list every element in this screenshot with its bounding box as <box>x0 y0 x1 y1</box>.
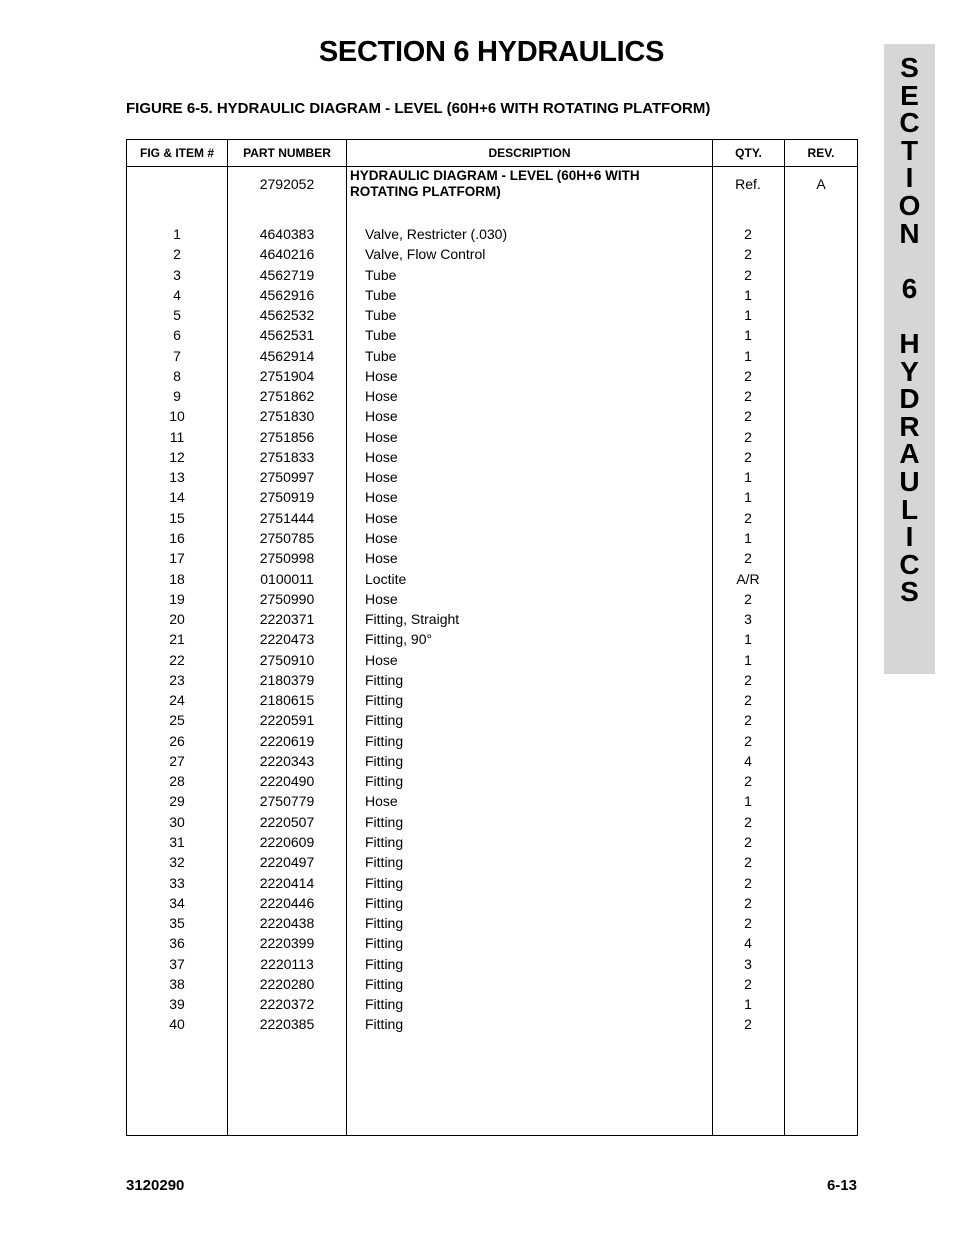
quantity: 2 <box>744 246 752 263</box>
description: Hose <box>365 367 398 384</box>
table-row <box>127 791 857 811</box>
quantity: 1 <box>744 307 752 324</box>
part-number: 2220280 <box>259 975 315 992</box>
item-number: 6 <box>173 327 181 344</box>
part-number: 2750910 <box>259 651 315 668</box>
item-number: 36 <box>169 935 185 952</box>
table-row <box>127 731 857 751</box>
quantity: 2 <box>744 550 752 567</box>
quantity: 1 <box>744 489 752 506</box>
item-number: 21 <box>169 631 185 648</box>
quantity: A/R <box>736 570 760 587</box>
item-number: 29 <box>169 793 185 810</box>
quantity: 2 <box>744 388 752 405</box>
table-row <box>127 609 857 629</box>
description: Hose <box>365 469 398 486</box>
item-number: 40 <box>169 1016 185 1033</box>
header-part-number: PART NUMBER <box>243 146 331 160</box>
description: Hose <box>365 428 398 445</box>
description: Fitting <box>365 732 404 749</box>
part-number: 2220385 <box>259 1016 315 1033</box>
assembly-description-line2: ROTATING PLATFORM) <box>350 184 501 199</box>
description: Fitting <box>365 692 404 709</box>
quantity: 1 <box>744 651 752 668</box>
item-number: 17 <box>169 550 185 567</box>
assembly-description <box>350 168 710 200</box>
quantity: 2 <box>744 854 752 871</box>
side-tab-letter: N <box>899 217 920 249</box>
quantity: 2 <box>744 732 752 749</box>
assembly-rev: A <box>816 176 826 192</box>
quantity: 2 <box>744 813 752 830</box>
description: Hose <box>365 590 398 607</box>
item-number: 12 <box>169 448 185 465</box>
description: Fitting <box>365 955 404 972</box>
quantity: 2 <box>744 428 752 445</box>
side-tab-letter: S <box>900 576 919 608</box>
item-number: 1 <box>173 226 181 242</box>
description: Fitting <box>365 1016 404 1033</box>
quantity: 3 <box>744 955 752 972</box>
item-number: 25 <box>169 712 185 729</box>
table-row <box>127 954 857 974</box>
part-number: 2220399 <box>259 935 315 952</box>
description: Fitting <box>365 752 404 769</box>
part-number: 2750990 <box>259 590 315 607</box>
description: Tube <box>365 266 397 283</box>
table-row <box>127 690 857 710</box>
part-number: 2750997 <box>259 469 315 486</box>
quantity: 2 <box>744 226 752 242</box>
quantity: 2 <box>744 448 752 465</box>
part-number: 2220446 <box>259 894 315 911</box>
item-number: 15 <box>169 509 185 526</box>
item-number: 23 <box>169 671 185 688</box>
description: Hose <box>365 448 398 465</box>
table-row <box>127 467 857 487</box>
part-number: 2220414 <box>259 874 315 891</box>
assembly-description-line1: HYDRAULIC DIAGRAM - LEVEL (60H+6 WITH <box>350 168 640 183</box>
part-number: 2220490 <box>259 773 315 790</box>
table-row <box>127 771 857 791</box>
quantity: 2 <box>744 692 752 709</box>
side-tab-letters <box>884 54 935 606</box>
part-number: 2751862 <box>259 388 315 405</box>
item-number: 7 <box>173 347 181 364</box>
item-number: 11 <box>169 428 185 445</box>
part-number: 4562532 <box>259 307 315 324</box>
item-number: 19 <box>169 590 185 607</box>
table-row <box>127 933 857 953</box>
table-row <box>127 386 857 406</box>
table-row <box>127 508 857 528</box>
item-number: 34 <box>169 894 185 911</box>
header-rev: REV. <box>807 146 835 160</box>
page-number: 6-13 <box>826 1177 857 1194</box>
side-tab-letter: E <box>900 79 919 111</box>
parts-table <box>126 139 858 1136</box>
item-number: 5 <box>173 307 181 324</box>
description: Hose <box>365 509 398 526</box>
table-row <box>127 913 857 933</box>
item-number: 31 <box>169 833 185 850</box>
table-row <box>127 447 857 467</box>
description: Loctite <box>365 570 407 587</box>
part-number: 2750998 <box>259 550 315 567</box>
description: Tube <box>365 347 397 364</box>
description: Fitting <box>365 773 404 790</box>
description: Tube <box>365 286 397 303</box>
side-tab-letter: A <box>899 438 920 470</box>
part-number: 2750779 <box>259 793 315 810</box>
quantity: 1 <box>744 327 752 344</box>
quantity: 2 <box>744 408 752 425</box>
quantity: 2 <box>744 590 752 607</box>
description: Hose <box>365 529 398 546</box>
item-number: 27 <box>169 752 185 769</box>
quantity: 2 <box>744 1016 752 1033</box>
table-row <box>127 589 857 609</box>
part-number: 2220438 <box>259 915 315 932</box>
table-row <box>127 569 857 589</box>
quantity: 2 <box>744 833 752 850</box>
table-row <box>127 852 857 872</box>
assembly-qty: Ref. <box>735 176 761 192</box>
side-tab-letter: I <box>905 521 914 553</box>
quantity: 2 <box>744 894 752 911</box>
figure-title: FIGURE 6-5. HYDRAULIC DIAGRAM - LEVEL (60H+6 WITH ROTATING PLATFORM) <box>126 100 711 117</box>
description: Valve, Restricter (.030) <box>365 226 508 242</box>
description: Tube <box>365 327 397 344</box>
description: Fitting, 90° <box>365 631 433 648</box>
part-number: 2751833 <box>259 448 315 465</box>
part-number: 2220113 <box>260 955 314 972</box>
item-number: 32 <box>169 854 185 871</box>
quantity: 2 <box>744 975 752 992</box>
table-row <box>127 224 857 244</box>
quantity: 3 <box>744 611 752 628</box>
part-number: 4562531 <box>259 327 315 344</box>
section-side-tab <box>884 44 935 674</box>
part-number: 4640383 <box>259 226 315 242</box>
table-row <box>127 812 857 832</box>
item-number: 24 <box>169 692 185 709</box>
quantity: 1 <box>744 996 752 1013</box>
part-number: 2220497 <box>259 854 315 871</box>
table-row <box>127 1014 857 1034</box>
side-tab-letter <box>884 302 935 330</box>
part-number: 2751856 <box>259 428 315 445</box>
part-number: 2180379 <box>259 671 315 688</box>
table-row <box>127 548 857 568</box>
table-row <box>127 893 857 913</box>
description: Fitting <box>365 671 404 688</box>
description: Hose <box>365 651 398 668</box>
table-row <box>127 305 857 325</box>
quantity: 1 <box>744 286 752 303</box>
description: Hose <box>365 388 398 405</box>
part-number: 0100011 <box>260 570 314 587</box>
table-row <box>127 325 857 345</box>
part-number: 4640216 <box>259 246 315 263</box>
table-row <box>127 832 857 852</box>
quantity: 2 <box>744 671 752 688</box>
assembly-row <box>127 168 857 204</box>
item-number: 22 <box>169 651 185 668</box>
side-tab-letter: C <box>899 548 920 580</box>
table-row <box>127 265 857 285</box>
item-number: 33 <box>169 874 185 891</box>
part-number: 2220507 <box>259 813 315 830</box>
table-row <box>127 994 857 1014</box>
part-number: 2751830 <box>259 408 315 425</box>
side-tab-letter: Y <box>900 355 919 387</box>
quantity: 2 <box>744 712 752 729</box>
item-number: 8 <box>173 367 181 384</box>
description: Hose <box>365 793 398 810</box>
quantity: 4 <box>744 752 752 769</box>
quantity: 2 <box>744 874 752 891</box>
description: Fitting <box>365 894 404 911</box>
item-number: 38 <box>169 975 185 992</box>
description: Fitting, Straight <box>365 611 460 628</box>
document-number: 3120290 <box>126 1177 185 1194</box>
side-tab-letter: O <box>898 189 921 221</box>
table-row <box>127 710 857 730</box>
table-row <box>127 244 857 264</box>
table-row <box>127 406 857 426</box>
table-row <box>127 487 857 507</box>
parts-list <box>127 224 857 1035</box>
description: Tube <box>365 307 397 324</box>
side-tab-letter: 6 <box>901 272 918 304</box>
item-number: 14 <box>169 489 185 506</box>
quantity: 2 <box>744 367 752 384</box>
item-number: 10 <box>169 408 185 425</box>
part-number: 2220619 <box>259 732 315 749</box>
description: Valve, Flow Control <box>365 246 486 263</box>
table-row <box>127 366 857 386</box>
part-number: 2220343 <box>259 752 315 769</box>
section-title: SECTION 6 HYDRAULICS <box>318 36 665 68</box>
item-number: 18 <box>169 570 185 587</box>
table-row <box>127 285 857 305</box>
side-tab-letter <box>884 247 935 275</box>
description: Hose <box>365 489 398 506</box>
item-number: 37 <box>169 955 185 972</box>
side-tab-letter: C <box>899 107 920 139</box>
part-number: 4562719 <box>259 266 315 283</box>
part-number: 2750919 <box>259 489 315 506</box>
description: Fitting <box>365 712 404 729</box>
header-description: DESCRIPTION <box>488 146 571 160</box>
table-row <box>127 650 857 670</box>
description: Fitting <box>365 975 404 992</box>
side-tab-letter: I <box>905 162 914 194</box>
item-number: 20 <box>169 611 185 628</box>
part-number: 2750785 <box>259 529 315 546</box>
quantity: 2 <box>744 915 752 932</box>
description: Fitting <box>365 854 404 871</box>
side-tab-letter: D <box>899 383 920 415</box>
description: Fitting <box>365 996 404 1013</box>
assembly-part-number: 2792052 <box>259 176 315 192</box>
quantity: 1 <box>744 631 752 648</box>
side-tab-letter: L <box>900 493 919 525</box>
item-number: 35 <box>169 915 185 932</box>
quantity: 2 <box>744 509 752 526</box>
header-qty: QTY. <box>735 146 762 160</box>
table-row <box>127 629 857 649</box>
side-tab-letter: S <box>900 52 919 83</box>
side-tab-letter: H <box>899 327 920 359</box>
item-number: 2 <box>173 246 181 263</box>
item-number: 16 <box>169 529 185 546</box>
description: Fitting <box>365 915 404 932</box>
quantity: 1 <box>744 347 752 364</box>
description: Fitting <box>365 813 404 830</box>
header-fig-item: FIG & ITEM # <box>139 146 214 160</box>
description: Hose <box>365 550 398 567</box>
table-row <box>127 427 857 447</box>
description: Fitting <box>365 874 404 891</box>
item-number: 28 <box>169 773 185 790</box>
table-row <box>127 974 857 994</box>
side-tab-letter: U <box>899 465 920 497</box>
side-tab-letter: T <box>900 134 919 166</box>
table-row <box>127 751 857 771</box>
part-number: 2751904 <box>259 367 315 384</box>
table-row <box>127 873 857 893</box>
table-row <box>127 346 857 366</box>
quantity: 1 <box>744 793 752 810</box>
quantity: 2 <box>744 773 752 790</box>
side-tab-letter: R <box>899 410 920 442</box>
item-number: 39 <box>169 996 185 1013</box>
part-number: 2220473 <box>259 631 315 648</box>
item-number: 30 <box>169 813 185 830</box>
quantity: 1 <box>744 469 752 486</box>
description: Hose <box>365 408 398 425</box>
item-number: 13 <box>169 469 185 486</box>
part-number: 2220371 <box>259 611 315 628</box>
part-number: 2220609 <box>259 833 315 850</box>
item-number: 3 <box>173 266 181 283</box>
description: Fitting <box>365 833 404 850</box>
quantity: 2 <box>744 266 752 283</box>
part-number: 4562916 <box>259 286 315 303</box>
item-number: 26 <box>169 732 185 749</box>
part-number: 2220372 <box>259 996 315 1013</box>
quantity: 1 <box>744 529 752 546</box>
part-number: 4562914 <box>259 347 315 364</box>
item-number: 9 <box>173 388 181 405</box>
header-divider <box>127 166 857 167</box>
quantity: 4 <box>744 935 752 952</box>
table-row <box>127 670 857 690</box>
part-number: 2751444 <box>259 509 315 526</box>
description: Fitting <box>365 935 404 952</box>
part-number: 2180615 <box>259 692 315 709</box>
table-row <box>127 528 857 548</box>
part-number: 2220591 <box>259 712 315 729</box>
item-number: 4 <box>173 286 181 303</box>
